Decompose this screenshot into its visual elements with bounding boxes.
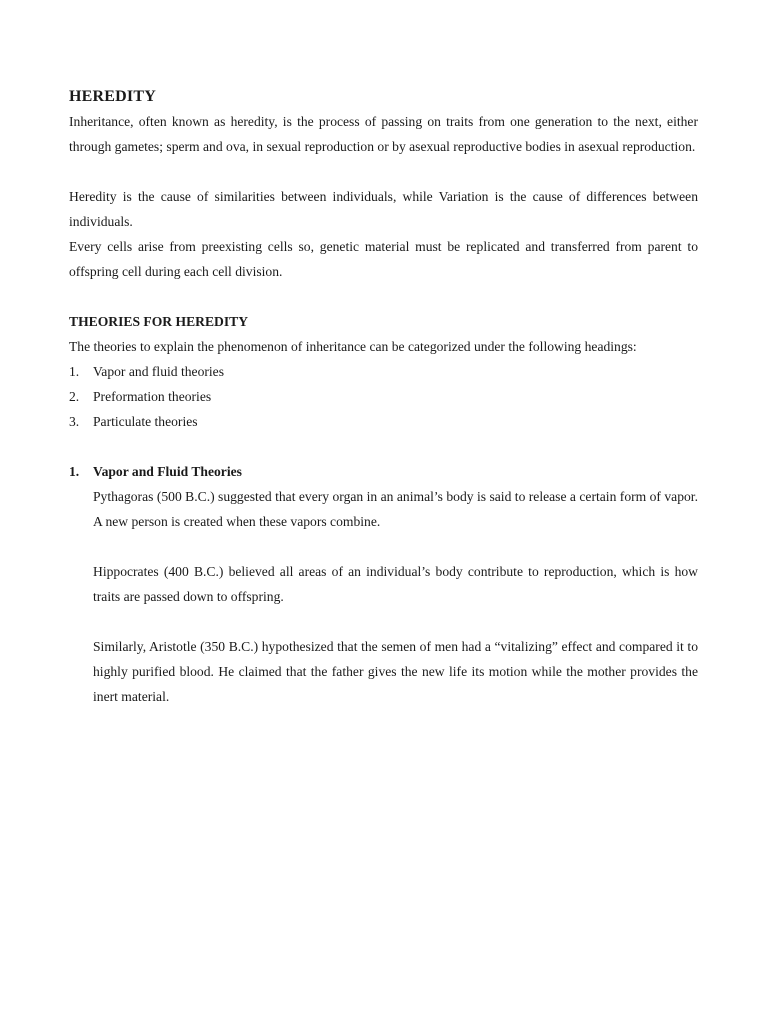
list-number: 1. bbox=[69, 364, 80, 379]
list-item bbox=[69, 359, 698, 384]
spacer bbox=[69, 159, 698, 184]
list-label: Particulate theories bbox=[93, 414, 198, 429]
document-title: HEREDITY bbox=[69, 88, 156, 105]
spacer bbox=[69, 434, 698, 459]
heredity-variation-paragraph: Heredity is the cause of similarities between individuals, while Variation is the cause of differences between individuals. bbox=[69, 189, 698, 229]
theories-list bbox=[69, 359, 698, 434]
list-label: Preformation theories bbox=[93, 389, 212, 404]
theories-heading: THEORIES FOR HEREDITY bbox=[69, 314, 249, 329]
vapor-section-body bbox=[93, 484, 698, 709]
list-number: 2. bbox=[69, 389, 80, 404]
section-title: Vapor and Fluid Theories bbox=[93, 464, 242, 479]
section-number: 1. bbox=[69, 464, 80, 479]
document-page bbox=[69, 84, 698, 709]
spacer bbox=[69, 284, 698, 309]
spacer bbox=[93, 534, 698, 559]
cell-division-paragraph: Every cells arise from preexisting cells so, genetic material must be replicated and transferred from parent to offspring cell during each cell division. bbox=[69, 239, 698, 279]
pythagoras-paragraph: Pythagoras (500 B.C.) suggested that every organ in an animal’s body is said to release a certain form of vapor. A new person is created when these vapors combine. bbox=[93, 489, 698, 529]
list-item bbox=[69, 384, 698, 409]
hippocrates-paragraph: Hippocrates (400 B.C.) believed all areas of an individual’s body contribute to reproduction, which is how traits are passed down to offspring. bbox=[93, 564, 698, 604]
spacer bbox=[93, 609, 698, 634]
list-number: 3. bbox=[69, 414, 80, 429]
list-item bbox=[69, 409, 698, 434]
aristotle-paragraph: Similarly, Aristotle (350 B.C.) hypothesized that the semen of men had a “vitalizing” effect and compared it to highly purified blood. He claimed that the father gives the new life its motion while the mother provides the inert material. bbox=[93, 639, 698, 704]
vapor-section-heading bbox=[69, 459, 698, 484]
list-label: Vapor and fluid theories bbox=[93, 364, 224, 379]
intro-paragraph: Inheritance, often known as heredity, is the process of passing on traits from one generation to the next, either through gametes; sperm and ova, in sexual reproduction or by asexual reproductive bodies in asexual reproduction. bbox=[69, 114, 698, 154]
theories-intro: The theories to explain the phenomenon of inheritance can be categorized under the following headings: bbox=[69, 339, 637, 354]
